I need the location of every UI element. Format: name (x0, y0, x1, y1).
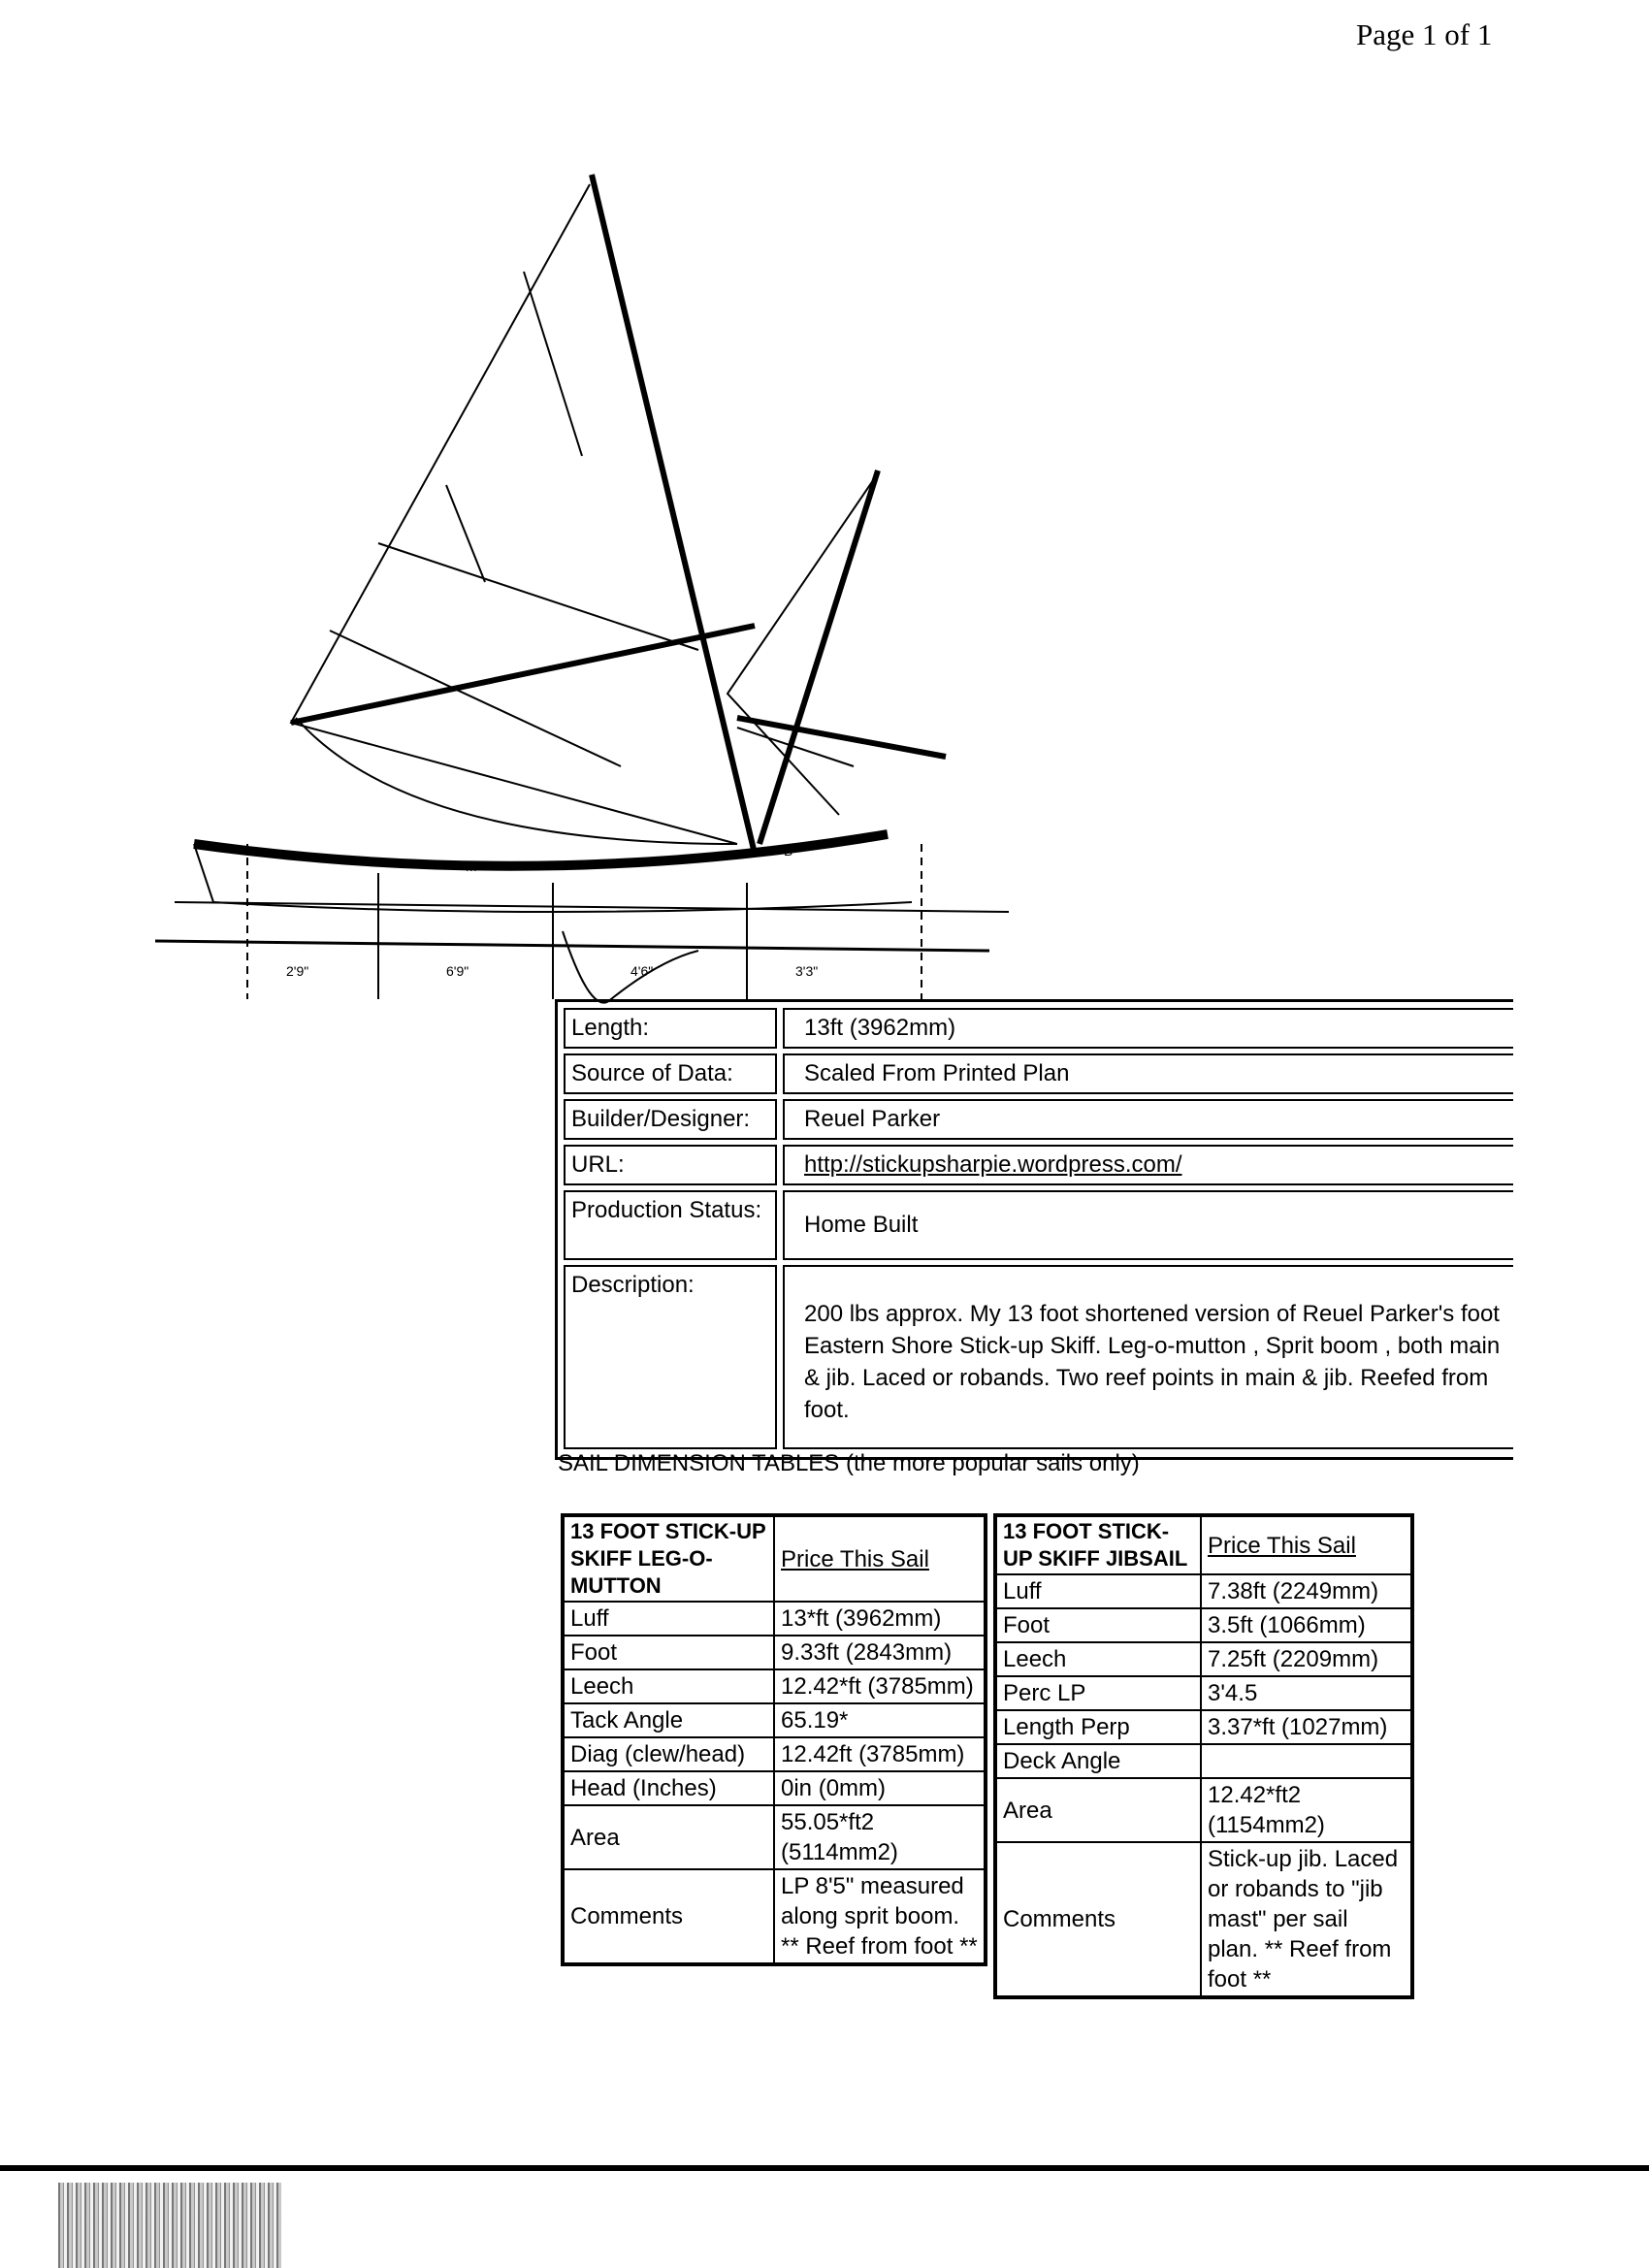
sail-table-jibsail (993, 1513, 1414, 1999)
row-label: Deck Angle (995, 1744, 1201, 1778)
row-value: 12.42*ft (3785mm) (774, 1669, 986, 1703)
row-label: Leech (563, 1669, 774, 1703)
drawing-dim-1: 2'9" (286, 963, 309, 979)
row-value: 9.33ft (2843mm) (774, 1636, 986, 1669)
table-row (563, 1636, 986, 1669)
spec-value: Reuel Parker (783, 1099, 1513, 1140)
row-value: 12.42ft (3785mm) (774, 1737, 986, 1771)
row-label: Head (Inches) (563, 1771, 774, 1805)
row-value: LP 8'5" measured along sprit boom. ** Reef from foot ** (774, 1869, 986, 1964)
spec-label: Description: (564, 1265, 777, 1449)
drawing-dim-3: 4'6" (630, 963, 654, 979)
row-label: Diag (clew/head) (563, 1737, 774, 1771)
row-value: 55.05*ft2 (5114mm2) (774, 1805, 986, 1869)
row-value: 7.38ft (2249mm) (1201, 1574, 1412, 1608)
row-label: Foot (563, 1636, 774, 1669)
sail-section-title: SAIL DIMENSION TABLES (the more popular sails only) (558, 1450, 1140, 1476)
table-row (563, 1703, 986, 1737)
spec-row-builder (564, 1099, 1513, 1140)
row-value: 3'4.5 (1201, 1676, 1412, 1710)
row-label: Luff (563, 1602, 774, 1636)
price-this-sail-link[interactable]: Price This Sail (774, 1515, 986, 1602)
row-label: Luff (995, 1574, 1201, 1608)
row-label: Foot (995, 1608, 1201, 1642)
drawing-dim-2: 6'9" (446, 963, 469, 979)
jib-sail (728, 473, 878, 815)
table-row (995, 1515, 1412, 1574)
table-row (563, 1771, 986, 1805)
spec-label: Source of Data: (564, 1053, 777, 1094)
spec-label: Builder/Designer: (564, 1099, 777, 1140)
price-this-sail-link[interactable]: Price This Sail (1201, 1515, 1412, 1574)
spec-row-url (564, 1145, 1513, 1185)
row-label: Length Perp (995, 1710, 1201, 1744)
sail-table-title: 13 FOOT STICK-UP SKIFF JIBSAIL (995, 1515, 1201, 1574)
table-row (995, 1676, 1412, 1710)
main-sprit-boom (291, 626, 755, 723)
drawing-label-b: B (784, 843, 793, 859)
sail-table-title: 13 FOOT STICK-UP SKIFF LEG-O-MUTTON (563, 1515, 774, 1602)
table-row (563, 1602, 986, 1636)
main-mast (592, 175, 755, 854)
row-value: 3.5ft (1066mm) (1201, 1608, 1412, 1642)
table-row (563, 1737, 986, 1771)
row-value: 12.42*ft2 (1154mm2) (1201, 1778, 1412, 1842)
spec-row-length (564, 1008, 1513, 1049)
row-label: Area (563, 1805, 774, 1869)
spec-label: Production Status: (564, 1190, 777, 1260)
table-row (563, 1669, 986, 1703)
spec-value: Scaled From Printed Plan (783, 1053, 1513, 1094)
row-value: Stick-up jib. Laced or robands to "jib mast" per sail plan. ** Reef from foot ** (1201, 1842, 1412, 1997)
sail-table-leg-o-mutton (561, 1513, 987, 1966)
row-value (1201, 1744, 1412, 1778)
drawing-dim-4: 3'3" (795, 963, 819, 979)
scan-edge-bar (0, 2165, 1649, 2171)
sailboat-drawing (155, 165, 1028, 1019)
scan-artifact (58, 2183, 281, 2268)
row-value: 65.19* (774, 1703, 986, 1737)
spec-value: 200 lbs approx. My 13 foot shortened version of Reuel Parker's foot Eastern Shore Stick-up Skiff. Leg-o-mutton , Sprit boom , both main & jib. Laced or robands. Two reef points in main & jib. Reefed from foot. (783, 1265, 1513, 1449)
spec-row-description (564, 1265, 1513, 1449)
spec-value: Home Built (783, 1190, 1513, 1260)
spec-value: 13ft (3962mm) (783, 1008, 1513, 1049)
row-label: Comments (995, 1842, 1201, 1997)
row-value: 7.25ft (2209mm) (1201, 1642, 1412, 1676)
table-row (995, 1642, 1412, 1676)
table-row (995, 1778, 1412, 1842)
row-value: 0in (0mm) (774, 1771, 986, 1805)
page-number: Page 1 of 1 (1356, 17, 1493, 51)
row-label: Perc LP (995, 1676, 1201, 1710)
table-row (995, 1744, 1412, 1778)
row-value: 3.37*ft (1027mm) (1201, 1710, 1412, 1744)
spec-row-source (564, 1053, 1513, 1094)
spec-label: URL: (564, 1145, 777, 1185)
row-label: Comments (563, 1869, 774, 1964)
table-row (995, 1842, 1412, 1997)
table-row (995, 1574, 1412, 1608)
spec-label: Length: (564, 1008, 777, 1049)
table-row (563, 1805, 986, 1869)
jib-mast (760, 470, 878, 844)
drawing-label-m: M (466, 859, 477, 874)
table-row (563, 1869, 986, 1964)
table-row (563, 1515, 986, 1602)
url-link[interactable]: http://stickupsharpie.wordpress.com/ (783, 1145, 1513, 1185)
row-label: Leech (995, 1642, 1201, 1676)
spec-table (555, 999, 1513, 1460)
table-row (995, 1608, 1412, 1642)
row-value: 13*ft (3962mm) (774, 1602, 986, 1636)
row-label: Area (995, 1778, 1201, 1842)
spec-row-production (564, 1190, 1513, 1260)
row-label: Tack Angle (563, 1703, 774, 1737)
table-row (995, 1710, 1412, 1744)
